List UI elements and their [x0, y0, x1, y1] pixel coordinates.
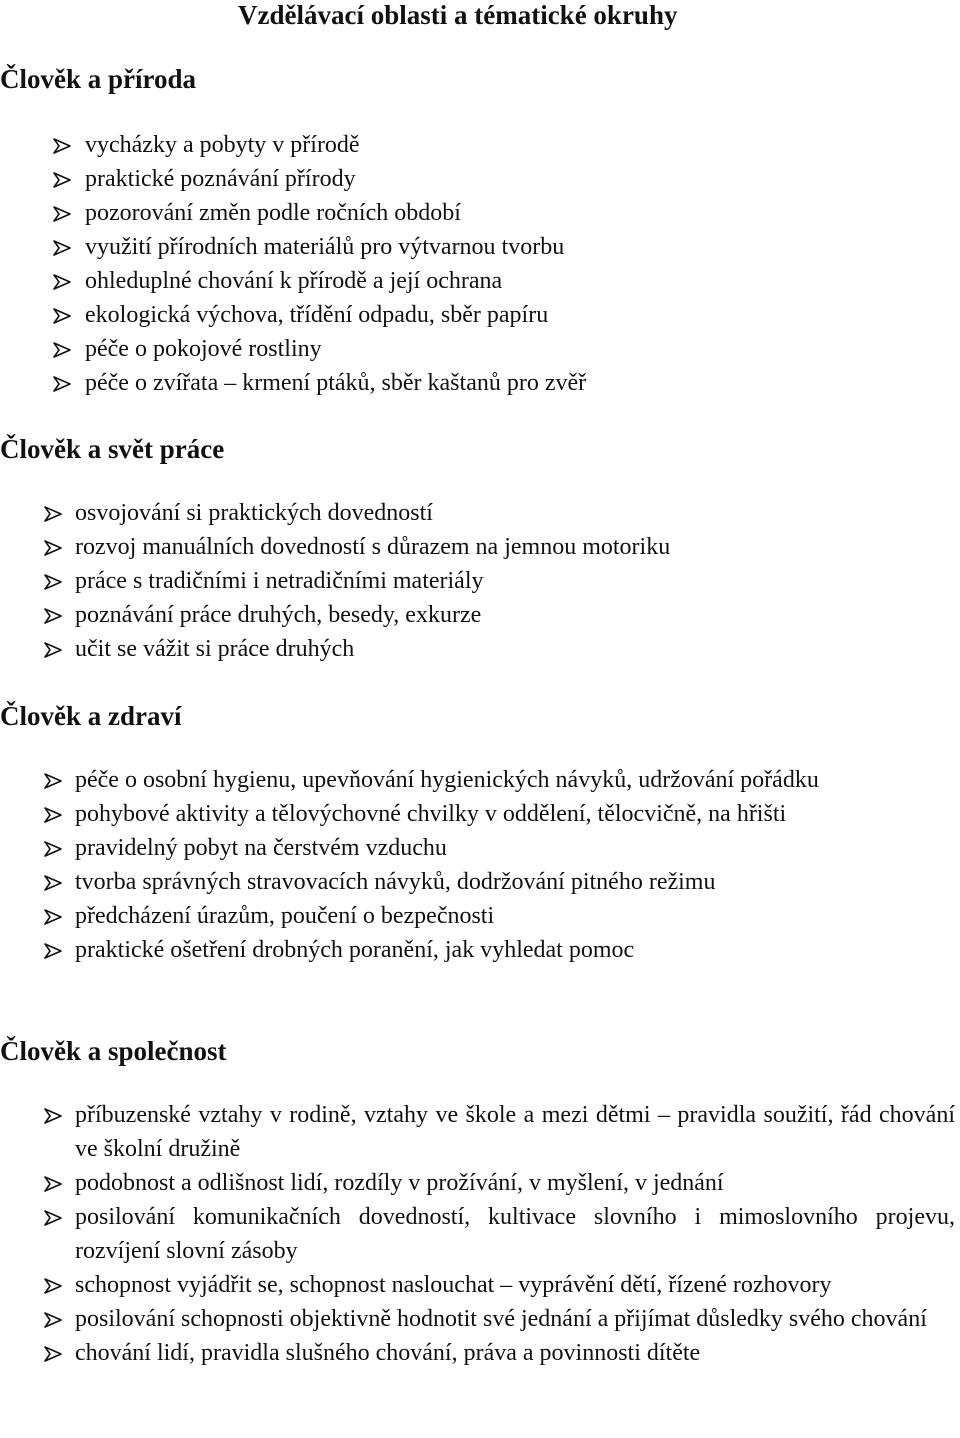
arrowhead-bullet-icon [43, 1209, 63, 1227]
list-item [43, 598, 943, 632]
arrowhead-bullet-icon [43, 573, 63, 591]
arrowhead-bullet-icon [52, 341, 72, 359]
arrowhead-bullet-icon [52, 137, 72, 155]
page-title: Vzdělávací oblasti a tématické okruhy [238, 0, 678, 30]
list-item-text: podobnost a odlišnost lidí, rozdíly v prožívání, v myšlení, v jednání [75, 1170, 724, 1196]
list-item [52, 230, 852, 264]
section-heading-clovek-a-svet-prace: Člověk a svět práce [0, 434, 225, 464]
list-item-text: posilování schopnosti objektivně hodnotit své jednání a přijímat důsledky svého chování [75, 1306, 927, 1332]
list-item-text: schopnost vyjádřit se, schopnost naslouchat – vyprávění dětí, řízené rozhovory [75, 1272, 832, 1298]
bullet-list-clovek-a-spolecnost [43, 1098, 955, 1370]
list-item-text: péče o zvířata – krmení ptáků, sběr kaštanů pro zvěř [85, 370, 587, 396]
list-item [52, 196, 852, 230]
arrowhead-bullet-icon [43, 840, 63, 858]
list-item [43, 564, 943, 598]
list-item-text: ekologická výchova, třídění odpadu, sběr papíru [85, 302, 549, 328]
list-item-text: předcházení úrazům, poučení o bezpečnosti [75, 903, 495, 929]
list-item [43, 1166, 955, 1200]
list-item [43, 1302, 955, 1336]
list-item [52, 264, 852, 298]
list-item-text: osvojování si praktických dovedností [75, 500, 433, 526]
arrowhead-bullet-icon [43, 942, 63, 960]
list-item [43, 831, 955, 865]
list-item-text: pozorování změn podle ročních období [85, 200, 461, 226]
arrowhead-bullet-icon [43, 505, 63, 523]
section-heading-clovek-a-zdravi: Člověk a zdraví [0, 701, 182, 731]
list-item [52, 366, 852, 400]
arrowhead-bullet-icon [43, 1311, 63, 1329]
arrowhead-bullet-icon [43, 806, 63, 824]
list-item [43, 899, 955, 933]
arrowhead-bullet-icon [52, 273, 72, 291]
list-item [43, 797, 955, 831]
list-item-text: pravidelný pobyt na čerstvém vzduchu [75, 835, 447, 861]
list-item [52, 128, 852, 162]
list-item [43, 1336, 955, 1370]
list-item-text: péče o osobní hygienu, upevňování hygienických návyků, udržování pořádku [75, 767, 819, 793]
arrowhead-bullet-icon [43, 908, 63, 926]
list-item-text: praktické ošetření drobných poranění, jak vyhledat pomoc [75, 937, 635, 963]
list-item [43, 530, 943, 564]
list-item [43, 763, 955, 797]
list-item-text: praktické poznávání přírody [85, 166, 356, 192]
list-item-text: poznávání práce druhých, besedy, exkurze [75, 602, 482, 628]
list-item-text: péče o pokojové rostliny [85, 336, 322, 362]
list-item [43, 1268, 955, 1302]
list-item-text: využití přírodních materiálů pro výtvarnou tvorbu [85, 234, 565, 260]
section-heading-clovek-a-priroda: Člověk a příroda [0, 64, 197, 94]
arrowhead-bullet-icon [43, 1175, 63, 1193]
list-item-text: ohleduplné chování k přírodě a její ochrana [85, 268, 503, 294]
list-item-text: práce s tradičními i netradičními materiály [75, 568, 484, 594]
list-item-text: chování lidí, pravidla slušného chování, práva a povinnosti dítěte [75, 1340, 701, 1366]
list-item-text: příbuzenské vztahy v rodině, vztahy ve škole a mezi dětmi – pravidla soužití, řád chování ve školní družině [75, 1102, 955, 1162]
arrowhead-bullet-icon [43, 607, 63, 625]
list-item [43, 1098, 955, 1166]
list-item-text: vycházky a pobyty v přírodě [85, 132, 360, 158]
arrowhead-bullet-icon [52, 205, 72, 223]
section-heading-clovek-a-spolecnost: Člověk a společnost [0, 1036, 227, 1066]
list-item [43, 632, 943, 666]
arrowhead-bullet-icon [52, 239, 72, 257]
list-item [43, 1200, 955, 1268]
list-item [52, 298, 852, 332]
list-item-text: rozvoj manuálních dovedností s důrazem na jemnou motoriku [75, 534, 671, 560]
bullet-list-clovek-a-priroda [52, 128, 852, 400]
arrowhead-bullet-icon [43, 641, 63, 659]
list-item [52, 162, 852, 196]
list-item-text: tvorba správných stravovacích návyků, dodržování pitného režimu [75, 869, 716, 895]
arrowhead-bullet-icon [52, 307, 72, 325]
arrowhead-bullet-icon [43, 874, 63, 892]
list-item-text: pohybové aktivity a tělovýchovné chvilky v oddělení, tělocvičně, na hřišti [75, 801, 787, 827]
list-item [43, 496, 943, 530]
list-item [43, 933, 955, 967]
arrowhead-bullet-icon [43, 1277, 63, 1295]
arrowhead-bullet-icon [43, 772, 63, 790]
arrowhead-bullet-icon [52, 375, 72, 393]
arrowhead-bullet-icon [43, 1107, 63, 1125]
list-item [52, 332, 852, 366]
list-item [43, 865, 955, 899]
list-item-text: učit se vážit si práce druhých [75, 636, 355, 662]
list-item-text: posilování komunikačních dovedností, kultivace slovního i mimoslovního projevu, rozvíjení slovní zásoby [75, 1204, 955, 1264]
bullet-list-clovek-a-zdravi [43, 763, 955, 967]
arrowhead-bullet-icon [52, 171, 72, 189]
arrowhead-bullet-icon [43, 539, 63, 557]
bullet-list-clovek-a-svet-prace [43, 496, 943, 666]
arrowhead-bullet-icon [43, 1345, 63, 1363]
